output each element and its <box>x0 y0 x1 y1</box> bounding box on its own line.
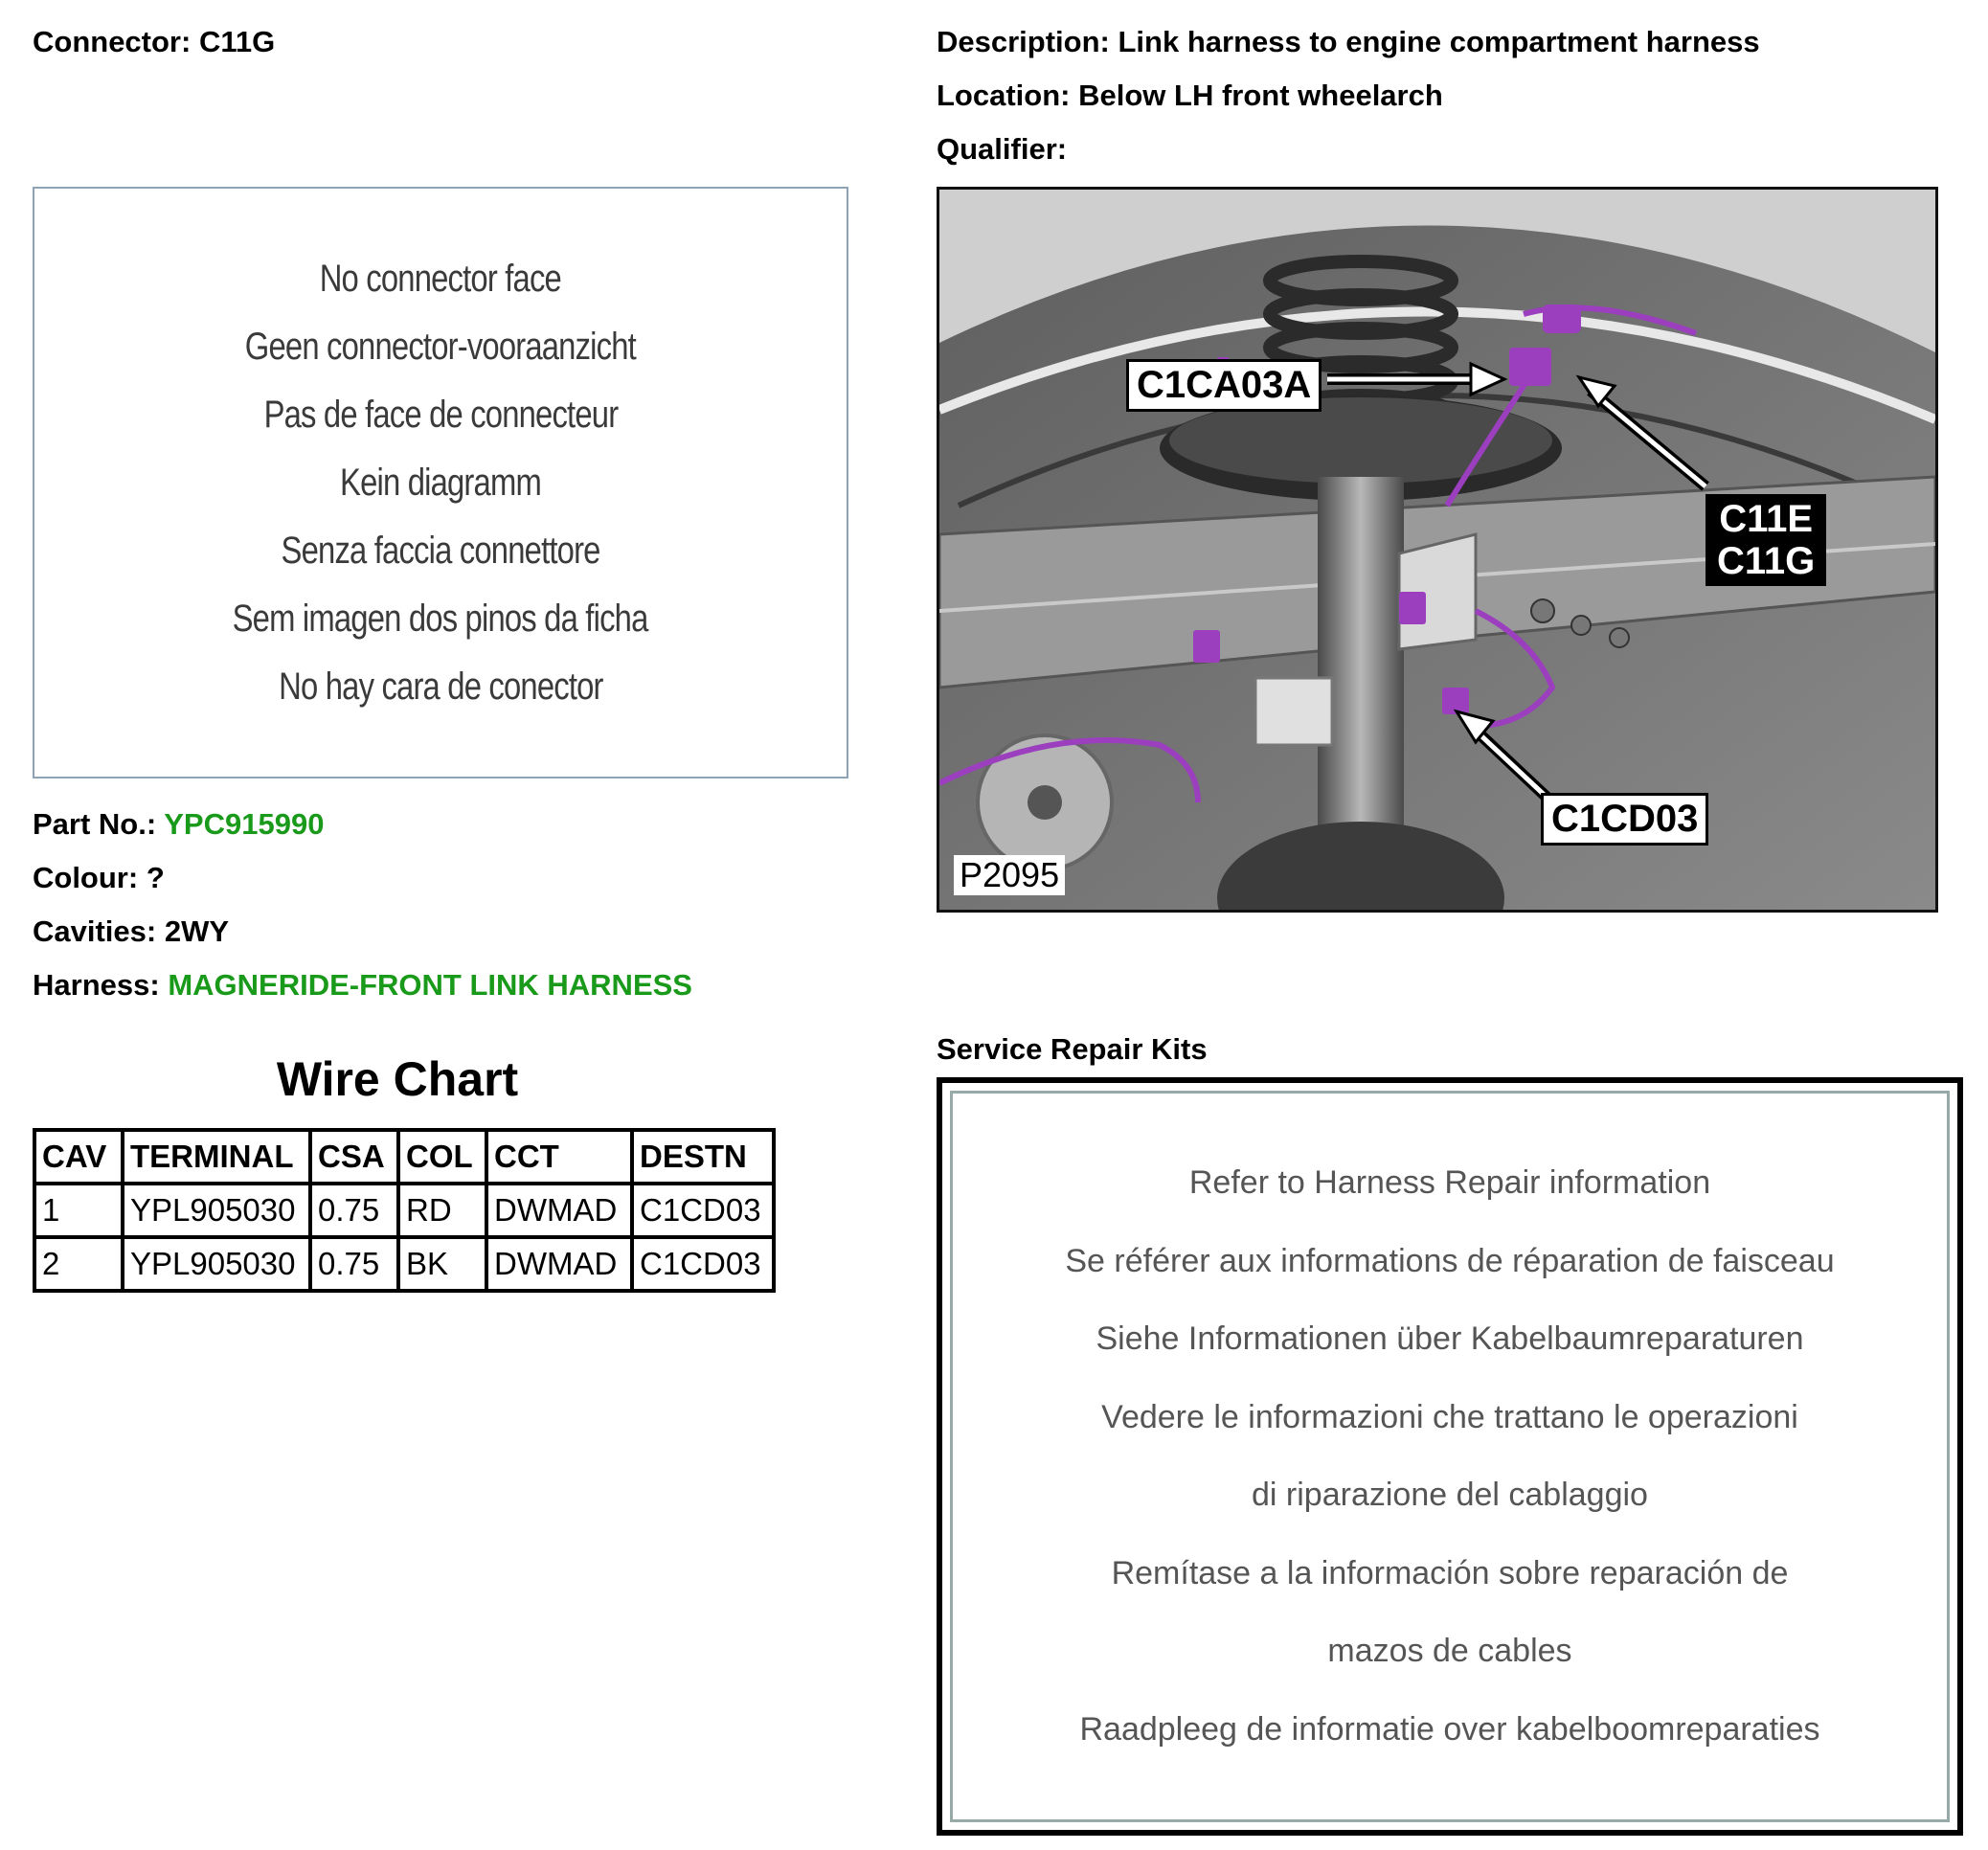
table-row <box>34 1237 774 1291</box>
cavities-value: 2WY <box>164 914 230 948</box>
location-value: Below LH front wheelarch <box>1078 79 1443 112</box>
table-cell: DWMAD <box>486 1237 632 1291</box>
column-header: COL <box>398 1130 486 1184</box>
service-kits-line: mazos de cables <box>1327 1633 1572 1669</box>
part-number-link[interactable]: YPC915990 <box>164 807 325 841</box>
column-header: TERMINAL <box>123 1130 310 1184</box>
callout-c1ca03a: C1CA03A <box>1126 359 1322 412</box>
callout-c11e-c11g <box>1706 494 1826 586</box>
connector-label: Connector: <box>33 25 192 58</box>
table-cell: C1CD03 <box>632 1184 774 1237</box>
colour-value: ? <box>146 861 165 894</box>
table-cell: C1CD03 <box>632 1237 774 1291</box>
service-kits-line: Se référer aux informations de réparation de faisceau <box>1065 1242 1835 1279</box>
table-header-row <box>34 1130 774 1184</box>
harness-field <box>33 968 692 1003</box>
table-cell: 1 <box>34 1184 123 1237</box>
service-kits-line: Refer to Harness Repair information <box>1188 1164 1711 1201</box>
column-header: CAV <box>34 1130 123 1184</box>
service-kits-line: Siehe Informationen über Kabelbaumreparaturen <box>1096 1320 1804 1357</box>
table-cell: 0.75 <box>310 1184 398 1237</box>
harness-link[interactable]: MAGNERIDE-FRONT LINK HARNESS <box>168 968 692 1002</box>
table-cell: BK <box>398 1237 486 1291</box>
wire-chart-table <box>33 1128 776 1293</box>
service-kits-line: Raadpleeg de informatie over kabelboomreparaties <box>1079 1710 1820 1748</box>
connector-face-line: Pas de face de connecteur <box>263 393 618 436</box>
connector-face-line: No hay cara de conector <box>278 665 603 708</box>
table-cell: YPL905030 <box>123 1237 310 1291</box>
table-cell: 0.75 <box>310 1237 398 1291</box>
colour-field <box>33 861 165 895</box>
callout-c1cd03: C1CD03 <box>1541 793 1708 846</box>
description-label: Description: <box>937 25 1110 58</box>
service-kits-line: di riparazione del cablaggio <box>1252 1477 1648 1513</box>
harness-label: Harness: <box>33 968 160 1002</box>
colour-label: Colour: <box>33 861 139 894</box>
qualifier-label: Qualifier: <box>937 132 1068 166</box>
description-field <box>937 25 1760 59</box>
photo-reference: P2095 <box>954 855 1065 895</box>
service-kits-content <box>950 1091 1950 1822</box>
connector-face-line: Geen connector-vooraanzicht <box>244 325 637 368</box>
service-kits-line: Vedere le informazioni che trattano le operazioni <box>1101 1398 1798 1435</box>
part-number-label: Part No.: <box>33 807 157 841</box>
table-cell: RD <box>398 1184 486 1237</box>
service-kits-line: Remítase a la información sobre reparación de <box>1111 1554 1789 1591</box>
connector-face-panel <box>33 187 848 778</box>
description-value: Link harness to engine compartment harness <box>1118 25 1760 58</box>
connector-face-line: Kein diagramm <box>340 461 541 504</box>
table-cell: YPL905030 <box>123 1184 310 1237</box>
connector-face-line: No connector face <box>319 257 562 300</box>
service-kits-title: Service Repair Kits <box>937 1032 1208 1066</box>
wire-chart-title: Wire Chart <box>276 1052 519 1106</box>
table-row <box>34 1184 774 1237</box>
part-number-field <box>33 807 324 842</box>
connector-value: C11G <box>198 25 276 58</box>
connector-face-line: Senza faccia connettore <box>281 529 600 572</box>
connector-face-line: Sem imagen dos pinos da ficha <box>233 597 648 640</box>
table-cell: DWMAD <box>486 1184 632 1237</box>
callout-c11g: C11G <box>1717 540 1816 582</box>
location-field <box>937 79 1443 113</box>
cavities-field <box>33 914 229 949</box>
qualifier-field <box>937 132 1067 167</box>
column-header: DESTN <box>632 1130 774 1184</box>
location-photo <box>937 187 1938 913</box>
cavities-label: Cavities: <box>33 914 157 948</box>
column-header: CCT <box>486 1130 632 1184</box>
location-label: Location: <box>937 79 1071 112</box>
table-cell: 2 <box>34 1237 123 1291</box>
service-kits-panel <box>937 1077 1963 1836</box>
callout-c11e: C11E <box>1719 498 1814 540</box>
connector-field <box>33 25 275 59</box>
column-header: CSA <box>310 1130 398 1184</box>
